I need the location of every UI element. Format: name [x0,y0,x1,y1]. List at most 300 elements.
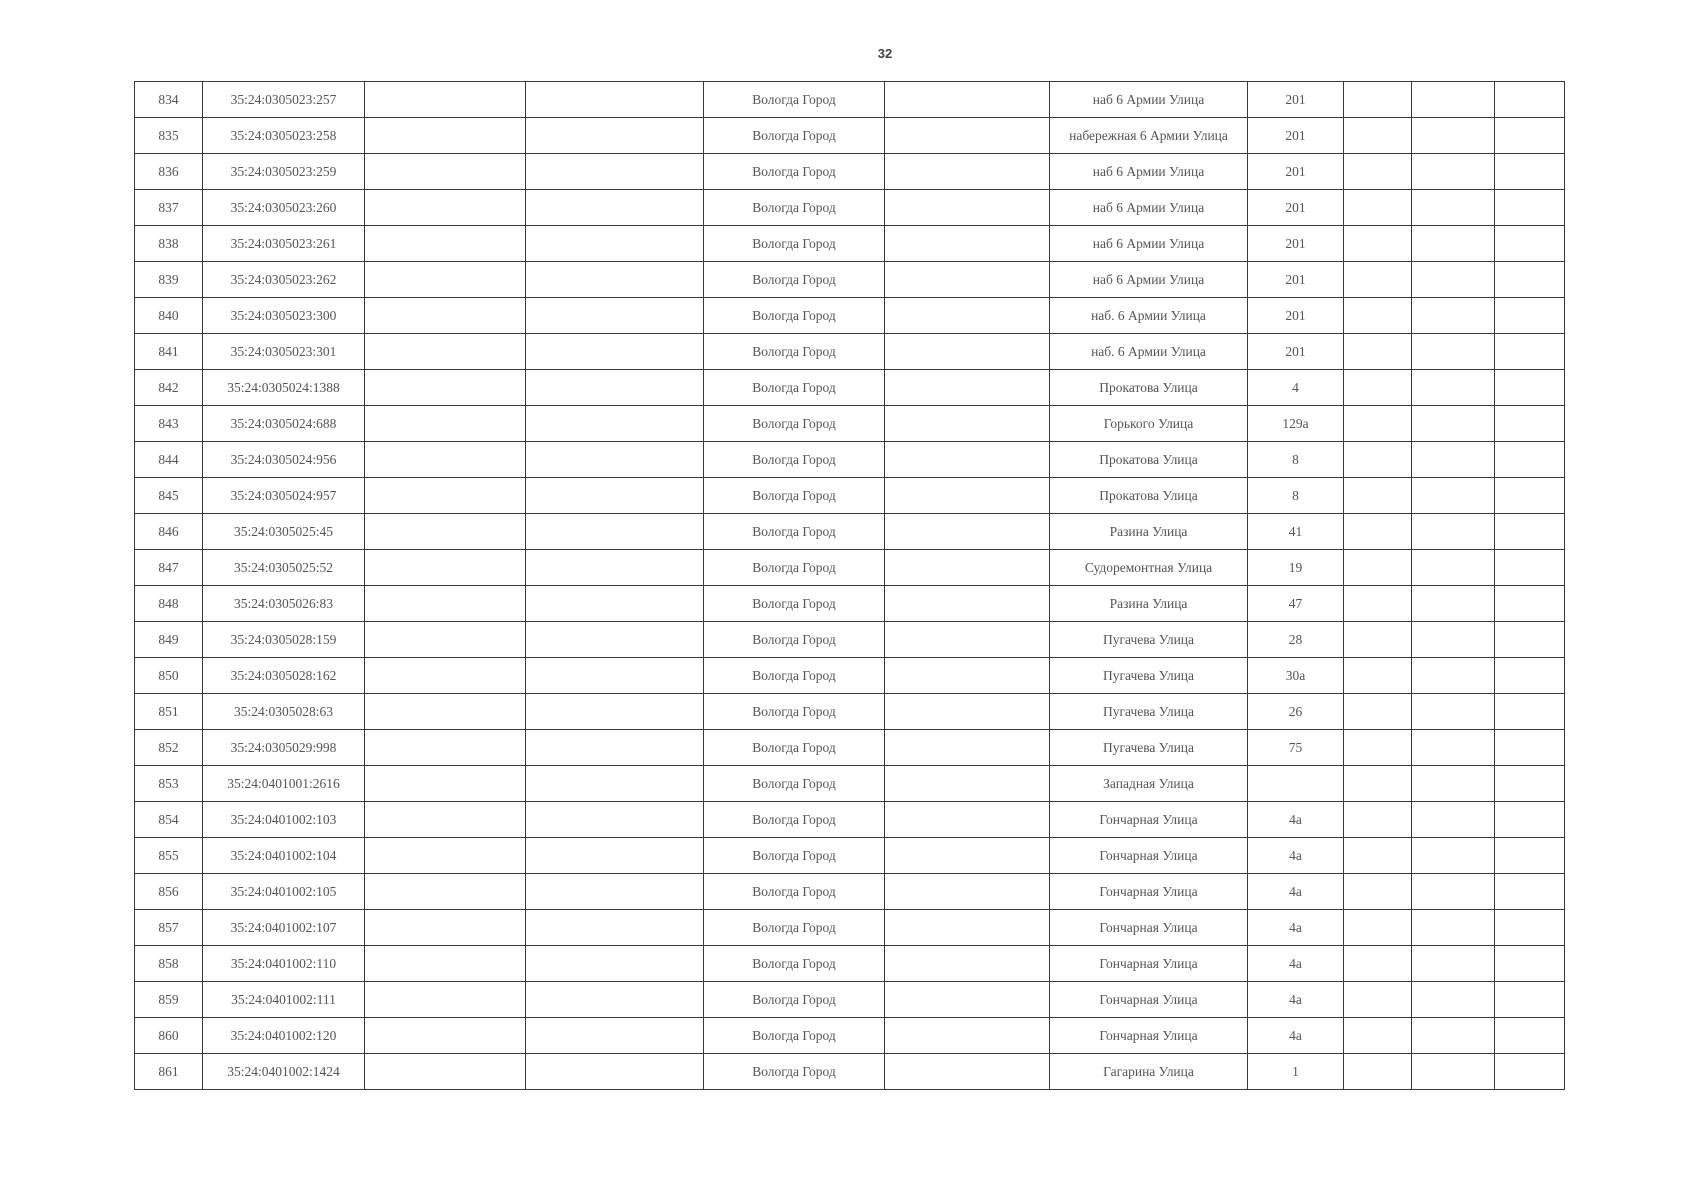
cadastral-number-cell: 35:24:0401002:111 [203,982,365,1018]
empty-cell [1344,334,1412,370]
empty-cell [365,1018,526,1054]
empty-cell [885,154,1050,190]
empty-cell [1344,298,1412,334]
empty-cell [1344,658,1412,694]
city-cell: Вологда Город [704,838,885,874]
house-number-cell: 201 [1248,118,1344,154]
empty-cell [1412,622,1495,658]
row-number-cell: 857 [135,910,203,946]
street-cell: Гончарная Улица [1050,910,1248,946]
street-cell: наб 6 Армии Улица [1050,262,1248,298]
table-body [135,82,1565,1090]
table-row [135,298,1565,334]
row-number-cell: 852 [135,730,203,766]
row-number-cell: 842 [135,370,203,406]
house-number-cell: 28 [1248,622,1344,658]
table-row [135,118,1565,154]
empty-cell [365,802,526,838]
house-number-cell: 30а [1248,658,1344,694]
table-row [135,478,1565,514]
table-row [135,766,1565,802]
city-cell: Вологда Город [704,622,885,658]
empty-cell [526,550,704,586]
empty-cell [526,1054,704,1090]
empty-cell [526,370,704,406]
row-number-cell: 856 [135,874,203,910]
empty-cell [1495,838,1565,874]
empty-cell [1495,910,1565,946]
table-row [135,82,1565,118]
empty-cell [1412,370,1495,406]
empty-cell [1495,874,1565,910]
empty-cell [1495,1054,1565,1090]
empty-cell [1344,622,1412,658]
empty-cell [885,910,1050,946]
empty-cell [1495,370,1565,406]
table-row [135,514,1565,550]
street-cell: Разина Улица [1050,514,1248,550]
street-cell: Пугачева Улица [1050,694,1248,730]
cadastral-number-cell: 35:24:0305023:261 [203,226,365,262]
house-number-cell: 4а [1248,982,1344,1018]
empty-cell [885,694,1050,730]
cadastral-number-cell: 35:24:0305023:301 [203,334,365,370]
cadastral-number-cell: 35:24:0305026:83 [203,586,365,622]
empty-cell [1412,658,1495,694]
city-cell: Вологда Город [704,370,885,406]
row-number-cell: 844 [135,442,203,478]
city-cell: Вологда Город [704,550,885,586]
street-cell: Горького Улица [1050,406,1248,442]
empty-cell [1412,910,1495,946]
property-register-table [134,81,1565,1090]
empty-cell [526,658,704,694]
empty-cell [885,586,1050,622]
city-cell: Вологда Город [704,910,885,946]
empty-cell [1495,190,1565,226]
city-cell: Вологда Город [704,946,885,982]
house-number-cell: 4а [1248,838,1344,874]
cadastral-number-cell: 35:24:0305024:688 [203,406,365,442]
table-row [135,910,1565,946]
empty-cell [1344,1018,1412,1054]
empty-cell [1344,514,1412,550]
empty-cell [885,262,1050,298]
city-cell: Вологда Город [704,874,885,910]
empty-cell [526,982,704,1018]
row-number-cell: 850 [135,658,203,694]
empty-cell [1495,550,1565,586]
empty-cell [526,226,704,262]
empty-cell [365,370,526,406]
empty-cell [1412,694,1495,730]
empty-cell [885,766,1050,802]
table-row [135,946,1565,982]
empty-cell [1412,838,1495,874]
city-cell: Вологда Город [704,478,885,514]
empty-cell [1344,478,1412,514]
table-row [135,694,1565,730]
empty-cell [526,910,704,946]
empty-cell [526,82,704,118]
empty-cell [1495,802,1565,838]
empty-cell [1495,442,1565,478]
empty-cell [1344,838,1412,874]
street-cell: Гончарная Улица [1050,946,1248,982]
cadastral-number-cell: 35:24:0305023:260 [203,190,365,226]
house-number-cell: 19 [1248,550,1344,586]
empty-cell [1412,154,1495,190]
table-row [135,550,1565,586]
empty-cell [365,262,526,298]
empty-cell [1344,730,1412,766]
empty-cell [885,838,1050,874]
empty-cell [1412,298,1495,334]
empty-cell [1344,586,1412,622]
street-cell: наб 6 Армии Улица [1050,226,1248,262]
empty-cell [526,622,704,658]
house-number-cell: 1 [1248,1054,1344,1090]
table-row [135,1018,1565,1054]
row-number-cell: 851 [135,694,203,730]
table-row [135,802,1565,838]
empty-cell [365,82,526,118]
empty-cell [1412,82,1495,118]
empty-cell [365,226,526,262]
empty-cell [1344,406,1412,442]
empty-cell [1495,334,1565,370]
empty-cell [526,1018,704,1054]
empty-cell [526,298,704,334]
house-number-cell: 26 [1248,694,1344,730]
table-row [135,982,1565,1018]
row-number-cell: 853 [135,766,203,802]
row-number-cell: 834 [135,82,203,118]
empty-cell [1344,82,1412,118]
table-row [135,1054,1565,1090]
table-row [135,622,1565,658]
empty-cell [1412,334,1495,370]
empty-cell [1495,766,1565,802]
empty-cell [365,982,526,1018]
row-number-cell: 840 [135,298,203,334]
table-row [135,442,1565,478]
empty-cell [365,838,526,874]
city-cell: Вологда Город [704,586,885,622]
cadastral-number-cell: 35:24:0305023:262 [203,262,365,298]
house-number-cell: 8 [1248,478,1344,514]
empty-cell [1344,766,1412,802]
house-number-cell: 201 [1248,190,1344,226]
empty-cell [1344,370,1412,406]
empty-cell [1495,154,1565,190]
empty-cell [365,622,526,658]
empty-cell [526,154,704,190]
empty-cell [1412,802,1495,838]
cadastral-number-cell: 35:24:0305029:998 [203,730,365,766]
row-number-cell: 849 [135,622,203,658]
table-row [135,154,1565,190]
empty-cell [885,370,1050,406]
empty-cell [1412,982,1495,1018]
empty-cell [365,730,526,766]
empty-cell [526,946,704,982]
empty-cell [885,442,1050,478]
empty-cell [526,730,704,766]
empty-cell [526,190,704,226]
empty-cell [885,478,1050,514]
cadastral-number-cell: 35:24:0401002:110 [203,946,365,982]
empty-cell [885,514,1050,550]
house-number-cell [1248,766,1344,802]
street-cell: Западная Улица [1050,766,1248,802]
empty-cell [1344,802,1412,838]
city-cell: Вологда Город [704,118,885,154]
cadastral-number-cell: 35:24:0305024:1388 [203,370,365,406]
empty-cell [885,406,1050,442]
house-number-cell: 201 [1248,334,1344,370]
street-cell: наб 6 Армии Улица [1050,190,1248,226]
empty-cell [365,586,526,622]
empty-cell [1344,190,1412,226]
house-number-cell: 4а [1248,874,1344,910]
house-number-cell: 201 [1248,154,1344,190]
city-cell: Вологда Город [704,406,885,442]
house-number-cell: 201 [1248,298,1344,334]
row-number-cell: 860 [135,1018,203,1054]
row-number-cell: 847 [135,550,203,586]
empty-cell [365,154,526,190]
table-row [135,334,1565,370]
empty-cell [365,658,526,694]
cadastral-number-cell: 35:24:0305023:300 [203,298,365,334]
street-cell: Гагарина Улица [1050,1054,1248,1090]
street-cell: набережная 6 Армии Улица [1050,118,1248,154]
empty-cell [885,226,1050,262]
empty-cell [885,730,1050,766]
cadastral-number-cell: 35:24:0401002:104 [203,838,365,874]
row-number-cell: 855 [135,838,203,874]
empty-cell [1344,550,1412,586]
street-cell: Прокатова Улица [1050,442,1248,478]
empty-cell [1344,982,1412,1018]
empty-cell [1412,946,1495,982]
empty-cell [885,118,1050,154]
city-cell: Вологда Город [704,334,885,370]
city-cell: Вологда Город [704,514,885,550]
house-number-cell: 41 [1248,514,1344,550]
empty-cell [1495,586,1565,622]
house-number-cell: 47 [1248,586,1344,622]
empty-cell [365,1054,526,1090]
empty-cell [1495,478,1565,514]
empty-cell [885,550,1050,586]
empty-cell [526,442,704,478]
cadastral-number-cell: 35:24:0401002:120 [203,1018,365,1054]
empty-cell [1412,586,1495,622]
empty-cell [885,190,1050,226]
cadastral-number-cell: 35:24:0401002:105 [203,874,365,910]
empty-cell [526,838,704,874]
house-number-cell: 201 [1248,82,1344,118]
cadastral-number-cell: 35:24:0305028:162 [203,658,365,694]
empty-cell [1412,262,1495,298]
empty-cell [1495,226,1565,262]
street-cell: наб 6 Армии Улица [1050,154,1248,190]
cadastral-number-cell: 35:24:0401001:2616 [203,766,365,802]
empty-cell [1412,478,1495,514]
empty-cell [1412,1018,1495,1054]
city-cell: Вологда Город [704,802,885,838]
cadastral-number-cell: 35:24:0305024:957 [203,478,365,514]
empty-cell [1412,226,1495,262]
table-row [135,262,1565,298]
empty-cell [526,802,704,838]
row-number-cell: 836 [135,154,203,190]
empty-cell [885,802,1050,838]
street-cell: Пугачева Улица [1050,730,1248,766]
empty-cell [885,658,1050,694]
cadastral-number-cell: 35:24:0305028:159 [203,622,365,658]
empty-cell [885,946,1050,982]
empty-cell [1495,622,1565,658]
empty-cell [1412,874,1495,910]
empty-cell [885,982,1050,1018]
empty-cell [1412,442,1495,478]
empty-cell [1344,694,1412,730]
cadastral-number-cell: 35:24:0305023:257 [203,82,365,118]
empty-cell [1495,694,1565,730]
street-cell: Гончарная Улица [1050,838,1248,874]
row-number-cell: 846 [135,514,203,550]
empty-cell [885,334,1050,370]
empty-cell [1344,1054,1412,1090]
empty-cell [1412,550,1495,586]
house-number-cell: 201 [1248,262,1344,298]
city-cell: Вологда Город [704,766,885,802]
empty-cell [365,298,526,334]
empty-cell [365,478,526,514]
table-row [135,190,1565,226]
table-row [135,730,1565,766]
city-cell: Вологда Город [704,694,885,730]
house-number-cell: 4а [1248,802,1344,838]
empty-cell [1344,262,1412,298]
empty-cell [1344,874,1412,910]
street-cell: Гончарная Улица [1050,1018,1248,1054]
cadastral-number-cell: 35:24:0401002:1424 [203,1054,365,1090]
street-cell: Разина Улица [1050,586,1248,622]
row-number-cell: 848 [135,586,203,622]
street-cell: наб. 6 Армии Улица [1050,298,1248,334]
house-number-cell: 4а [1248,910,1344,946]
empty-cell [885,1018,1050,1054]
empty-cell [365,694,526,730]
row-number-cell: 845 [135,478,203,514]
empty-cell [1412,406,1495,442]
page-number: 32 [877,46,893,61]
house-number-cell: 4 [1248,370,1344,406]
city-cell: Вологда Город [704,1018,885,1054]
empty-cell [526,118,704,154]
cadastral-number-cell: 35:24:0305023:259 [203,154,365,190]
empty-cell [1495,298,1565,334]
empty-cell [365,946,526,982]
row-number-cell: 861 [135,1054,203,1090]
cadastral-number-cell: 35:24:0305025:52 [203,550,365,586]
empty-cell [1412,118,1495,154]
city-cell: Вологда Город [704,658,885,694]
empty-cell [526,586,704,622]
city-cell: Вологда Город [704,82,885,118]
empty-cell [365,874,526,910]
house-number-cell: 8 [1248,442,1344,478]
empty-cell [526,406,704,442]
empty-cell [1495,118,1565,154]
empty-cell [526,694,704,730]
table-row [135,658,1565,694]
city-cell: Вологда Город [704,982,885,1018]
street-cell: Гончарная Улица [1050,802,1248,838]
row-number-cell: 835 [135,118,203,154]
empty-cell [1495,658,1565,694]
empty-cell [365,442,526,478]
empty-cell [1495,982,1565,1018]
street-cell: наб 6 Армии Улица [1050,82,1248,118]
empty-cell [526,262,704,298]
empty-cell [1344,946,1412,982]
empty-cell [885,622,1050,658]
empty-cell [885,874,1050,910]
empty-cell [365,910,526,946]
house-number-cell: 129а [1248,406,1344,442]
street-cell: Гончарная Улица [1050,982,1248,1018]
empty-cell [1495,730,1565,766]
empty-cell [1344,442,1412,478]
empty-cell [1344,910,1412,946]
empty-cell [1495,946,1565,982]
empty-cell [526,766,704,802]
empty-cell [1344,118,1412,154]
empty-cell [1495,406,1565,442]
empty-cell [1495,82,1565,118]
city-cell: Вологда Город [704,190,885,226]
table-row [135,874,1565,910]
city-cell: Вологда Город [704,1054,885,1090]
empty-cell [1495,514,1565,550]
row-number-cell: 837 [135,190,203,226]
city-cell: Вологда Город [704,226,885,262]
city-cell: Вологда Город [704,262,885,298]
table-row [135,586,1565,622]
empty-cell [885,82,1050,118]
cadastral-number-cell: 35:24:0305023:258 [203,118,365,154]
empty-cell [526,514,704,550]
empty-cell [365,406,526,442]
empty-cell [365,514,526,550]
empty-cell [365,118,526,154]
row-number-cell: 854 [135,802,203,838]
house-number-cell: 201 [1248,226,1344,262]
row-number-cell: 859 [135,982,203,1018]
row-number-cell: 841 [135,334,203,370]
empty-cell [365,190,526,226]
city-cell: Вологда Город [704,154,885,190]
table-row [135,370,1565,406]
house-number-cell: 75 [1248,730,1344,766]
row-number-cell: 838 [135,226,203,262]
cadastral-number-cell: 35:24:0401002:107 [203,910,365,946]
